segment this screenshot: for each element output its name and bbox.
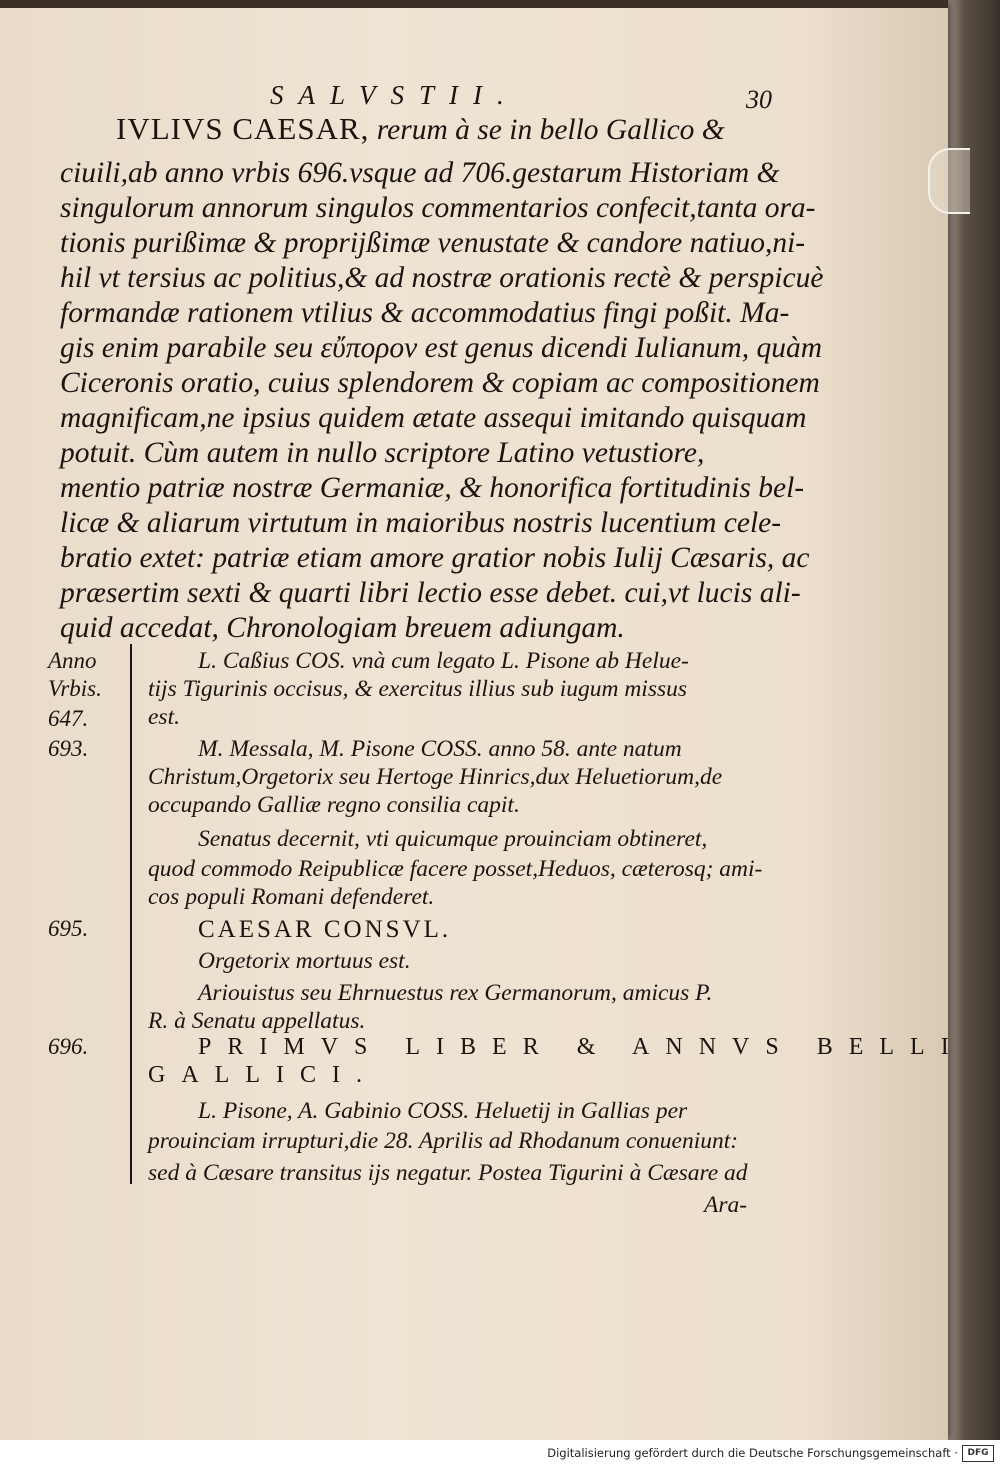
chronology-heading-gallici: GALLICI.: [148, 1062, 378, 1088]
margin-year-647: 647.: [48, 706, 89, 731]
chronology-line: Senatus decernit, vti quicumque prouinciam obtineret,: [198, 826, 708, 852]
chronology-line: tijs Tigurinis occisus, & exercitus illius sub iugum missus: [148, 676, 688, 702]
chronology-heading-consul: CAESAR CONSVL.: [198, 916, 452, 943]
intro-line: bratio extet: patriæ etiam amore gratior nobis Iulij Cæsaris, ac: [60, 542, 810, 574]
chronology-vertical-rule: [130, 644, 132, 1184]
intro-line: gis enim parabile seu εὔπορον est genus dicendi Iulianum, quàm: [60, 332, 823, 364]
intro-line: ciuili,ab anno vrbis 696.vsque ad 706.gestarum Historiam &: [60, 157, 780, 189]
chronology-line: Ariouistus seu Ehrnuestus rex Germanorum, amicus P.: [198, 980, 713, 1006]
intro-line: magnificam,ne ipsius quidem ætate assequi imitando quisquam: [60, 402, 807, 434]
page-clip-tab: [928, 148, 970, 214]
top-shadow-strip: [0, 0, 948, 8]
chronology-line: occupando Galliæ regno consilia capit.: [148, 792, 520, 818]
chronology-line: prouinciam irrupturi,die 28. Aprilis ad Rhodanum conueniunt:: [148, 1128, 739, 1154]
dfg-logo: DFG: [962, 1445, 994, 1462]
intro-line: potuit. Cùm autem in nullo scriptore Latino vetustiore,: [60, 437, 705, 469]
chronology-line: est.: [148, 704, 180, 730]
intro-line: præsertim sexti & quarti libri lectio esse debet. cui,vt lucis ali-: [60, 577, 801, 609]
page-number: 30: [746, 85, 772, 114]
intro-line: hil vt tersius ac politius,& ad nostræ orationis rectè & perspicuè: [60, 262, 824, 294]
intro-line: Ciceronis oratio, cuius splendorem & copiam ac compositionem: [60, 367, 820, 399]
intro-line: tionis purißimæ & proprijßimæ venustate & candore natiuo,ni-: [60, 227, 806, 259]
chronology-line: R. à Senatu appellatus.: [148, 1008, 366, 1034]
chronology-line: L. Caßius COS. vnà cum legato L. Pisone ab Helue-: [198, 648, 689, 674]
catchword: Ara-: [704, 1192, 748, 1218]
chronology-line: Christum,Orgetorix seu Hertoge Hinrics,dux Heluetiorum,de: [148, 764, 723, 790]
intro-line: formandæ rationem vtilius & accommodatius fingi poßit. Ma-: [60, 297, 790, 329]
chronology-heading-first-book: PRIMVS LIBER & ANNVS BELLI: [198, 1034, 965, 1060]
digitization-footer: [0, 1440, 1000, 1467]
chronology-line: Orgetorix mortuus est.: [198, 948, 411, 974]
intro-line: singulorum annorum singulos commentarios confecit,tanta ora-: [60, 192, 816, 224]
margin-year-695: 695.: [48, 916, 89, 941]
running-head: SALVSTII.: [270, 80, 519, 110]
intro-line: mentio patriæ nostræ Germaniæ, & honorifica fortitudinis bel-: [60, 472, 805, 504]
margin-year-696: 696.: [48, 1034, 89, 1059]
chronology-line: L. Pisone, A. Gabinio COSS. Heluetij in Gallias per: [198, 1098, 688, 1124]
chronology-line: cos populi Romani defenderet.: [148, 884, 435, 910]
intro-line: licæ & aliarum virtutum in maioribus nostris lucentium cele-: [60, 507, 782, 539]
intro-line: [116, 111, 725, 147]
intro-line: quid accedat, Chronologiam breuem adiungam.: [60, 612, 625, 644]
margin-anno: Anno: [48, 648, 97, 673]
chronology-line: M. Messala, M. Pisone COSS. anno 58. ante natum: [198, 736, 682, 762]
intro-line-text: rerum à se in bello Gallico &: [369, 114, 725, 146]
chronology-line: quod commodo Reipublicæ facere posset,Heduos, cæterosq; ami-: [148, 856, 763, 882]
intro-first-words: IVLIVS CAESAR,: [116, 111, 370, 146]
margin-urbis: Vrbis.: [48, 676, 102, 701]
chronology-line: sed à Cæsare transitus ijs negatur. Postea Tigurini à Cæsare ad: [148, 1160, 748, 1186]
funding-credit: Digitalisierung gefördert durch die Deutsche Forschungsgemeinschaft ·: [547, 1446, 958, 1460]
margin-year-693: 693.: [48, 736, 89, 761]
